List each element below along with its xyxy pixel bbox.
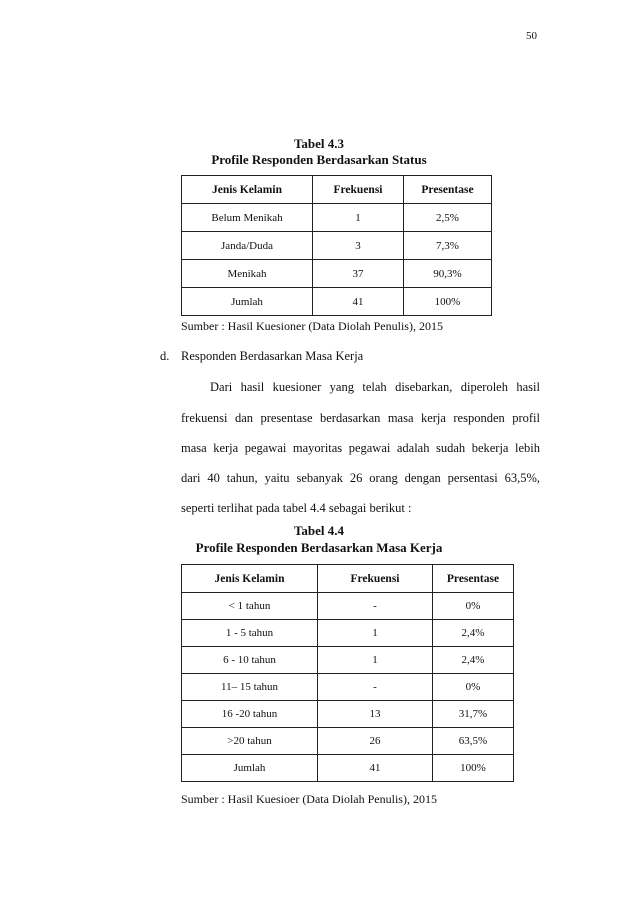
table-cell: 1 - 5 tahun — [182, 620, 318, 647]
table-cell: 1 — [318, 647, 433, 674]
table-cell: 31,7% — [433, 701, 514, 728]
table2-caption-title: Profile Responden Berdasarkan Masa Kerja — [195, 540, 443, 555]
table-cell: - — [318, 674, 433, 701]
table-row — [182, 701, 514, 728]
table1-header-cell: Presentase — [404, 176, 492, 204]
table-cell: 6 - 10 tahun — [182, 647, 318, 674]
table1-caption-title: Profile Responden Berdasarkan Status — [211, 152, 427, 167]
table1-header-cell: Frekuensi — [313, 176, 404, 204]
table-cell: 1 — [318, 620, 433, 647]
table-cell: 2,5% — [404, 204, 492, 232]
table2-header-cell: Frekuensi — [318, 565, 433, 593]
table1-header-cell: Jenis Kelamin — [182, 176, 313, 204]
table2-source: Sumber : Hasil Kuesioer (Data Diolah Penulis), 2015 — [181, 792, 437, 806]
table2-header-row — [182, 565, 514, 593]
table-cell: < 1 tahun — [182, 593, 318, 620]
paragraph-line: seperti terlihat pada tabel 4.4 sebagai berikut : — [181, 501, 412, 515]
table-row — [182, 260, 492, 288]
table-cell: 16 -20 tahun — [182, 701, 318, 728]
section-heading: Responden Berdasarkan Masa Kerja — [181, 349, 364, 363]
table-row — [182, 204, 492, 232]
table-row — [182, 593, 514, 620]
table2-caption-number: Tabel 4.4 — [293, 523, 345, 538]
table-cell: Belum Menikah — [182, 204, 313, 232]
paragraph-line: masa kerja pegawai mayoritas pegawai adalah sudah bekerja lebih — [181, 441, 540, 455]
table-cell: 1 — [313, 204, 404, 232]
table-row — [182, 647, 514, 674]
table-cell: Janda/Duda — [182, 232, 313, 260]
table-cell: 2,4% — [433, 620, 514, 647]
table-cell: 26 — [318, 728, 433, 755]
table-cell: Menikah — [182, 260, 313, 288]
page-number: 50 — [526, 30, 537, 42]
table-cell: 41 — [318, 755, 433, 782]
table-cell: 13 — [318, 701, 433, 728]
table-cell: 63,5% — [433, 728, 514, 755]
table-cell: 37 — [313, 260, 404, 288]
table-cell: 0% — [433, 593, 514, 620]
paragraph-line: Dari hasil kuesioner yang telah disebarkan, diperoleh hasil — [210, 380, 540, 394]
table2-header-cell: Presentase — [433, 565, 514, 593]
table-cell: 0% — [433, 674, 514, 701]
table-row — [182, 755, 514, 782]
table-cell: 100% — [404, 288, 492, 316]
table-row — [182, 620, 514, 647]
table-cell: Jumlah — [182, 288, 313, 316]
table-cell: 2,4% — [433, 647, 514, 674]
table-row — [182, 728, 514, 755]
table-cell: 100% — [433, 755, 514, 782]
table-cell: Jumlah — [182, 755, 318, 782]
table-cell: 90,3% — [404, 260, 492, 288]
table-cell: 7,3% — [404, 232, 492, 260]
table-row — [182, 674, 514, 701]
table-row — [182, 288, 492, 316]
table-cell: 3 — [313, 232, 404, 260]
table1 — [181, 175, 492, 316]
table1-source: Sumber : Hasil Kuesioner (Data Diolah Penulis), 2015 — [181, 319, 443, 333]
table2 — [181, 564, 514, 782]
table1-caption-number: Tabel 4.3 — [293, 136, 345, 151]
paragraph-line: dari 40 tahun, yaitu sebanyak 26 orang dengan persentasi 63,5%, — [181, 471, 540, 485]
table-cell: >20 tahun — [182, 728, 318, 755]
table-cell: 41 — [313, 288, 404, 316]
table-cell: 11– 15 tahun — [182, 674, 318, 701]
table-row — [182, 232, 492, 260]
section-marker: d. — [160, 349, 170, 363]
paragraph-line: frekuensi dan presentase berdasarkan masa kerja responden profil — [181, 411, 540, 425]
table2-header-cell: Jenis Kelamin — [182, 565, 318, 593]
table-cell: - — [318, 593, 433, 620]
table1-header-row — [182, 176, 492, 204]
